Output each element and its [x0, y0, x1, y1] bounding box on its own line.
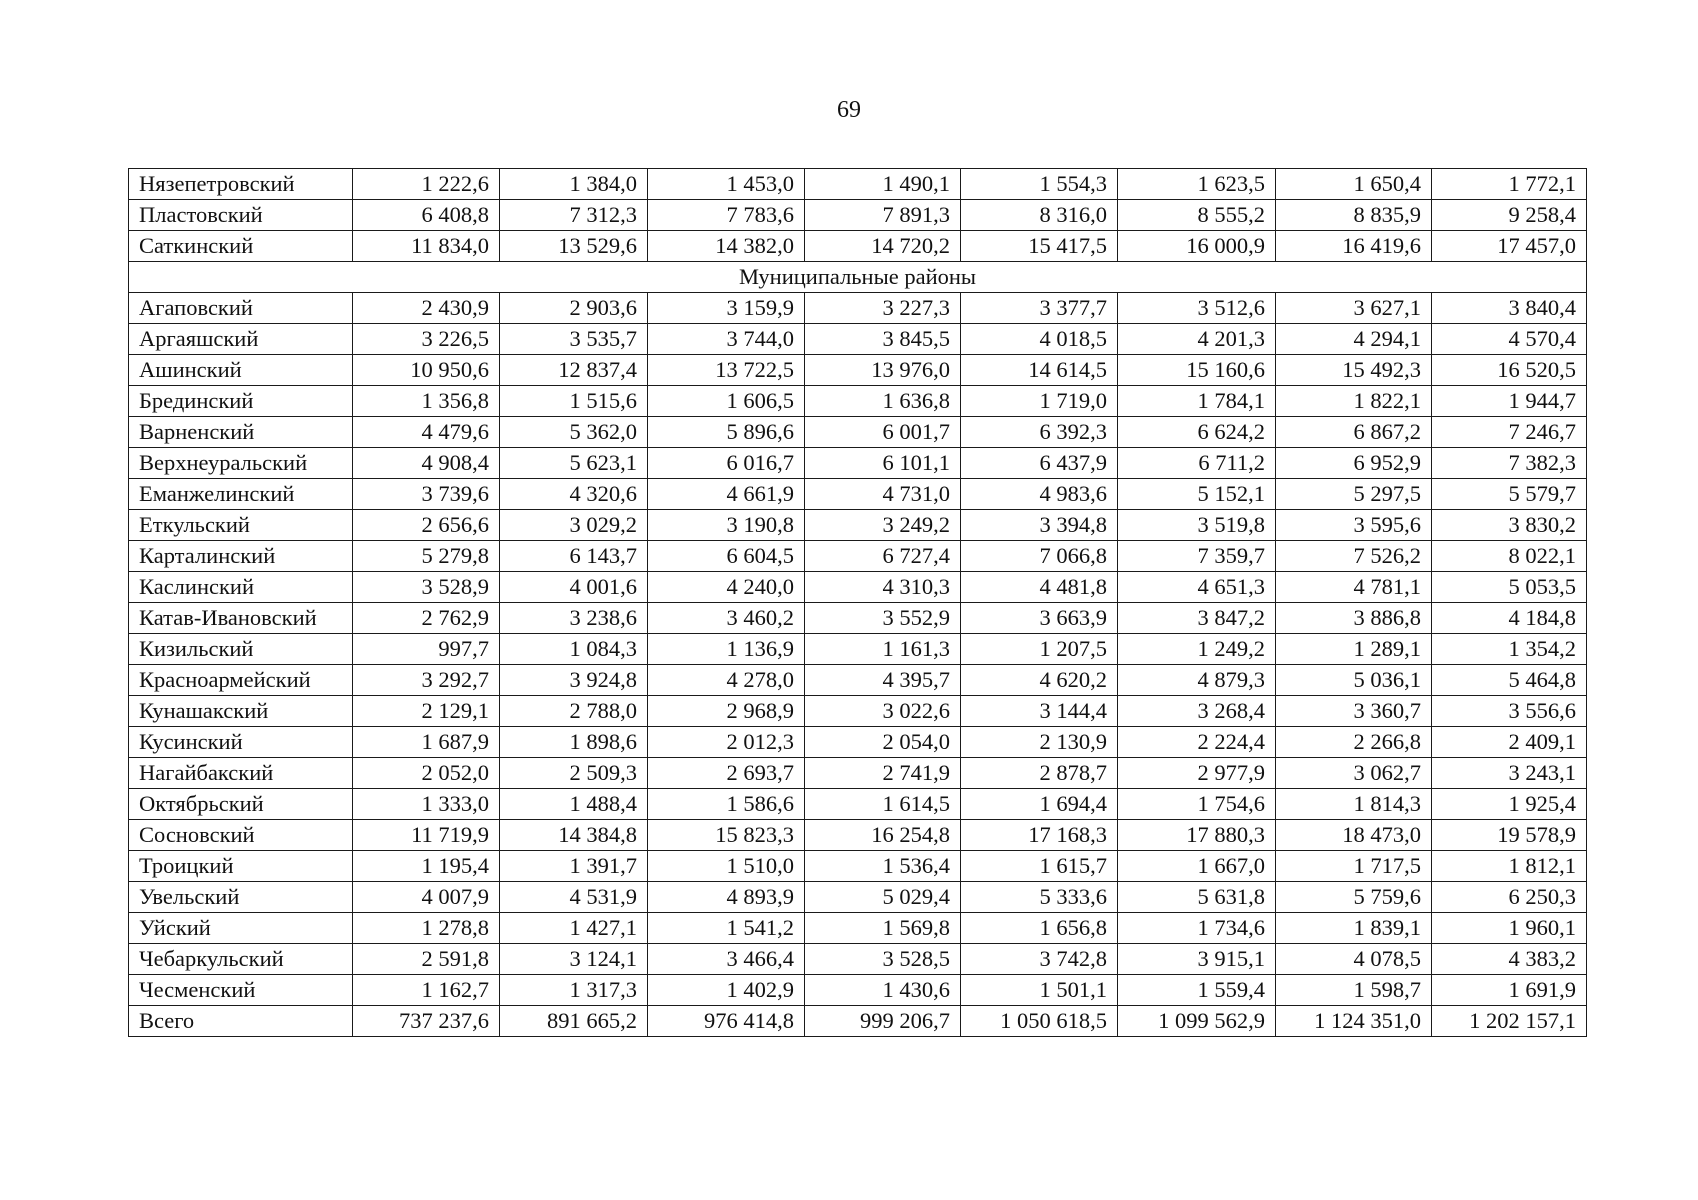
table-row	[129, 665, 1587, 696]
value-cell: 4 893,9	[648, 882, 805, 913]
value-cell: 12 837,4	[500, 355, 648, 386]
value-cell: 3 627,1	[1276, 293, 1432, 324]
value-cell: 3 915,1	[1118, 944, 1276, 975]
district-name-cell: Кусинский	[129, 727, 353, 758]
value-cell: 17 457,0	[1432, 231, 1587, 262]
value-cell: 3 029,2	[500, 510, 648, 541]
value-cell: 6 711,2	[1118, 448, 1276, 479]
value-cell: 4 007,9	[353, 882, 500, 913]
value-cell: 3 595,6	[1276, 510, 1432, 541]
value-cell: 1 554,3	[961, 169, 1118, 200]
value-cell: 17 880,3	[1118, 820, 1276, 851]
district-name-cell: Карталинский	[129, 541, 353, 572]
value-cell: 10 950,6	[353, 355, 500, 386]
value-cell: 3 528,5	[805, 944, 961, 975]
value-cell: 4 731,0	[805, 479, 961, 510]
value-cell: 7 783,6	[648, 200, 805, 231]
value-cell: 4 018,5	[961, 324, 1118, 355]
value-cell: 1 839,1	[1276, 913, 1432, 944]
district-name-cell: Чесменский	[129, 975, 353, 1006]
value-cell: 1 734,6	[1118, 913, 1276, 944]
value-cell: 1 667,0	[1118, 851, 1276, 882]
value-cell: 3 742,8	[961, 944, 1118, 975]
value-cell: 3 144,4	[961, 696, 1118, 727]
table-row	[129, 541, 1587, 572]
value-cell: 6 727,4	[805, 541, 961, 572]
value-cell: 5 036,1	[1276, 665, 1432, 696]
value-cell: 5 152,1	[1118, 479, 1276, 510]
value-cell: 3 847,2	[1118, 603, 1276, 634]
value-cell: 3 528,9	[353, 572, 500, 603]
value-cell: 3 190,8	[648, 510, 805, 541]
value-cell: 3 249,2	[805, 510, 961, 541]
value-cell: 4 651,3	[1118, 572, 1276, 603]
value-cell: 1 717,5	[1276, 851, 1432, 882]
value-cell: 1 099 562,9	[1118, 1006, 1276, 1037]
value-cell: 4 078,5	[1276, 944, 1432, 975]
value-cell: 1 784,1	[1118, 386, 1276, 417]
value-cell: 2 762,9	[353, 603, 500, 634]
table-row	[129, 758, 1587, 789]
table-row	[129, 293, 1587, 324]
value-cell: 2 054,0	[805, 727, 961, 758]
value-cell: 2 693,7	[648, 758, 805, 789]
value-cell: 16 000,9	[1118, 231, 1276, 262]
value-cell: 5 623,1	[500, 448, 648, 479]
value-cell: 6 143,7	[500, 541, 648, 572]
district-name-cell: Нагайбакский	[129, 758, 353, 789]
table-row	[129, 913, 1587, 944]
value-cell: 4 383,2	[1432, 944, 1587, 975]
value-cell: 4 531,9	[500, 882, 648, 913]
value-cell: 1 490,1	[805, 169, 961, 200]
district-name-cell: Саткинский	[129, 231, 353, 262]
value-cell: 1 694,4	[961, 789, 1118, 820]
value-cell: 6 952,9	[1276, 448, 1432, 479]
value-cell: 1 453,0	[648, 169, 805, 200]
table-row	[129, 696, 1587, 727]
value-cell: 1 161,3	[805, 634, 961, 665]
value-cell: 6 016,7	[648, 448, 805, 479]
table-row	[129, 386, 1587, 417]
value-cell: 3 556,6	[1432, 696, 1587, 727]
value-cell: 3 360,7	[1276, 696, 1432, 727]
table-row	[129, 851, 1587, 882]
value-cell: 1 822,1	[1276, 386, 1432, 417]
value-cell: 7 359,7	[1118, 541, 1276, 572]
value-cell: 5 297,5	[1276, 479, 1432, 510]
table-row	[129, 572, 1587, 603]
value-cell: 5 279,8	[353, 541, 500, 572]
district-name-cell: Ашинский	[129, 355, 353, 386]
district-name-cell: Чебаркульский	[129, 944, 353, 975]
value-cell: 976 414,8	[648, 1006, 805, 1037]
value-cell: 3 924,8	[500, 665, 648, 696]
value-cell: 1 289,1	[1276, 634, 1432, 665]
value-cell: 1 623,5	[1118, 169, 1276, 200]
value-cell: 1 559,4	[1118, 975, 1276, 1006]
value-cell: 1 541,2	[648, 913, 805, 944]
table-row	[129, 789, 1587, 820]
value-cell: 16 254,8	[805, 820, 961, 851]
value-cell: 3 519,8	[1118, 510, 1276, 541]
value-cell: 2 266,8	[1276, 727, 1432, 758]
value-cell: 1 427,1	[500, 913, 648, 944]
value-cell: 4 278,0	[648, 665, 805, 696]
value-cell: 1 278,8	[353, 913, 500, 944]
value-cell: 11 719,9	[353, 820, 500, 851]
district-name-cell: Кизильский	[129, 634, 353, 665]
value-cell: 4 983,6	[961, 479, 1118, 510]
data-table	[128, 168, 1587, 1037]
value-cell: 997,7	[353, 634, 500, 665]
value-cell: 13 529,6	[500, 231, 648, 262]
district-name-cell: Кунашакский	[129, 696, 353, 727]
value-cell: 19 578,9	[1432, 820, 1587, 851]
value-cell: 13 722,5	[648, 355, 805, 386]
table-row	[129, 944, 1587, 975]
value-cell: 2 130,9	[961, 727, 1118, 758]
value-cell: 1 124 351,0	[1276, 1006, 1432, 1037]
district-name-cell: Уйский	[129, 913, 353, 944]
value-cell: 3 159,9	[648, 293, 805, 324]
table-row	[129, 324, 1587, 355]
value-cell: 4 879,3	[1118, 665, 1276, 696]
district-name-cell: Варненский	[129, 417, 353, 448]
value-cell: 1 391,7	[500, 851, 648, 882]
value-cell: 1 772,1	[1432, 169, 1587, 200]
value-cell: 3 238,6	[500, 603, 648, 634]
value-cell: 15 417,5	[961, 231, 1118, 262]
value-cell: 1 510,0	[648, 851, 805, 882]
table-row	[129, 231, 1587, 262]
value-cell: 1 944,7	[1432, 386, 1587, 417]
district-name-cell: Сосновский	[129, 820, 353, 851]
value-cell: 3 845,5	[805, 324, 961, 355]
table-row	[129, 479, 1587, 510]
value-cell: 1 656,8	[961, 913, 1118, 944]
value-cell: 1 222,6	[353, 169, 500, 200]
value-cell: 7 891,3	[805, 200, 961, 231]
value-cell: 17 168,3	[961, 820, 1118, 851]
value-cell: 1 569,8	[805, 913, 961, 944]
value-cell: 6 392,3	[961, 417, 1118, 448]
value-cell: 3 552,9	[805, 603, 961, 634]
value-cell: 1 615,7	[961, 851, 1118, 882]
value-cell: 11 834,0	[353, 231, 500, 262]
table-row	[129, 169, 1587, 200]
value-cell: 2 656,6	[353, 510, 500, 541]
value-cell: 1 812,1	[1432, 851, 1587, 882]
value-cell: 13 976,0	[805, 355, 961, 386]
district-name-cell: Красноармейский	[129, 665, 353, 696]
table-row	[129, 200, 1587, 231]
value-cell: 3 535,7	[500, 324, 648, 355]
value-cell: 1 898,6	[500, 727, 648, 758]
value-cell: 1 598,7	[1276, 975, 1432, 1006]
value-cell: 1 354,2	[1432, 634, 1587, 665]
value-cell: 3 268,4	[1118, 696, 1276, 727]
value-cell: 1 687,9	[353, 727, 500, 758]
value-cell: 8 555,2	[1118, 200, 1276, 231]
value-cell: 6 437,9	[961, 448, 1118, 479]
value-cell: 7 246,7	[1432, 417, 1587, 448]
value-cell: 3 886,8	[1276, 603, 1432, 634]
value-cell: 1 317,3	[500, 975, 648, 1006]
value-cell: 1 136,9	[648, 634, 805, 665]
district-name-cell: Октябрьский	[129, 789, 353, 820]
value-cell: 2 224,4	[1118, 727, 1276, 758]
value-cell: 1 430,6	[805, 975, 961, 1006]
table-row	[129, 355, 1587, 386]
table-row	[129, 634, 1587, 665]
value-cell: 1 249,2	[1118, 634, 1276, 665]
value-cell: 2 509,3	[500, 758, 648, 789]
value-cell: 3 663,9	[961, 603, 1118, 634]
value-cell: 4 570,4	[1432, 324, 1587, 355]
value-cell: 8 835,9	[1276, 200, 1432, 231]
value-cell: 5 579,7	[1432, 479, 1587, 510]
value-cell: 2 977,9	[1118, 758, 1276, 789]
district-name-cell: Еманжелинский	[129, 479, 353, 510]
value-cell: 3 460,2	[648, 603, 805, 634]
value-cell: 3 062,7	[1276, 758, 1432, 789]
value-cell: 16 419,6	[1276, 231, 1432, 262]
value-cell: 4 201,3	[1118, 324, 1276, 355]
value-cell: 6 604,5	[648, 541, 805, 572]
value-cell: 3 227,3	[805, 293, 961, 324]
district-name-cell: Троицкий	[129, 851, 353, 882]
value-cell: 3 292,7	[353, 665, 500, 696]
value-cell: 2 968,9	[648, 696, 805, 727]
value-cell: 1 650,4	[1276, 169, 1432, 200]
district-name-cell: Всего	[129, 1006, 353, 1037]
value-cell: 1 333,0	[353, 789, 500, 820]
value-cell: 1 084,3	[500, 634, 648, 665]
value-cell: 14 720,2	[805, 231, 961, 262]
value-cell: 4 661,9	[648, 479, 805, 510]
table-row	[129, 510, 1587, 541]
value-cell: 6 250,3	[1432, 882, 1587, 913]
value-cell: 4 395,7	[805, 665, 961, 696]
value-cell: 5 464,8	[1432, 665, 1587, 696]
value-cell: 1 356,8	[353, 386, 500, 417]
value-cell: 6 408,8	[353, 200, 500, 231]
table-row	[129, 1006, 1587, 1037]
value-cell: 15 492,3	[1276, 355, 1432, 386]
value-cell: 3 377,7	[961, 293, 1118, 324]
value-cell: 4 620,2	[961, 665, 1118, 696]
value-cell: 3 512,6	[1118, 293, 1276, 324]
district-name-cell: Каслинский	[129, 572, 353, 603]
value-cell: 4 294,1	[1276, 324, 1432, 355]
value-cell: 15 823,3	[648, 820, 805, 851]
value-cell: 14 384,8	[500, 820, 648, 851]
value-cell: 999 206,7	[805, 1006, 961, 1037]
district-name-cell: Агаповский	[129, 293, 353, 324]
value-cell: 2 878,7	[961, 758, 1118, 789]
table-row	[129, 448, 1587, 479]
section-header-row	[129, 262, 1587, 293]
value-cell: 16 520,5	[1432, 355, 1587, 386]
value-cell: 2 903,6	[500, 293, 648, 324]
value-cell: 1 960,1	[1432, 913, 1587, 944]
value-cell: 1 050 618,5	[961, 1006, 1118, 1037]
value-cell: 1 814,3	[1276, 789, 1432, 820]
value-cell: 4 240,0	[648, 572, 805, 603]
table-row	[129, 820, 1587, 851]
value-cell: 3 830,2	[1432, 510, 1587, 541]
value-cell: 1 162,7	[353, 975, 500, 1006]
table-row	[129, 727, 1587, 758]
district-name-cell: Катав-Ивановский	[129, 603, 353, 634]
value-cell: 1 614,5	[805, 789, 961, 820]
value-cell: 2 012,3	[648, 727, 805, 758]
value-cell: 1 925,4	[1432, 789, 1587, 820]
value-cell: 2 788,0	[500, 696, 648, 727]
value-cell: 2 052,0	[353, 758, 500, 789]
value-cell: 1 195,4	[353, 851, 500, 882]
value-cell: 3 394,8	[961, 510, 1118, 541]
value-cell: 7 312,3	[500, 200, 648, 231]
value-cell: 7 066,8	[961, 541, 1118, 572]
value-cell: 8 022,1	[1432, 541, 1587, 572]
district-name-cell: Увельский	[129, 882, 353, 913]
value-cell: 1 384,0	[500, 169, 648, 200]
value-cell: 7 526,2	[1276, 541, 1432, 572]
table-row	[129, 975, 1587, 1006]
value-cell: 4 310,3	[805, 572, 961, 603]
value-cell: 737 237,6	[353, 1006, 500, 1037]
value-cell: 1 207,5	[961, 634, 1118, 665]
value-cell: 4 479,6	[353, 417, 500, 448]
value-cell: 2 409,1	[1432, 727, 1587, 758]
value-cell: 5 333,6	[961, 882, 1118, 913]
value-cell: 3 226,5	[353, 324, 500, 355]
value-cell: 7 382,3	[1432, 448, 1587, 479]
value-cell: 3 124,1	[500, 944, 648, 975]
district-name-cell: Аргаяшский	[129, 324, 353, 355]
value-cell: 3 243,1	[1432, 758, 1587, 789]
value-cell: 6 001,7	[805, 417, 961, 448]
value-cell: 1 754,6	[1118, 789, 1276, 820]
value-cell: 9 258,4	[1432, 200, 1587, 231]
value-cell: 3 739,6	[353, 479, 500, 510]
value-cell: 1 691,9	[1432, 975, 1587, 1006]
value-cell: 2 129,1	[353, 696, 500, 727]
value-cell: 891 665,2	[500, 1006, 648, 1037]
value-cell: 5 896,6	[648, 417, 805, 448]
district-name-cell: Пластовский	[129, 200, 353, 231]
table-body	[129, 169, 1587, 1037]
value-cell: 5 362,0	[500, 417, 648, 448]
value-cell: 6 101,1	[805, 448, 961, 479]
district-name-cell: Еткульский	[129, 510, 353, 541]
value-cell: 4 184,8	[1432, 603, 1587, 634]
value-cell: 6 867,2	[1276, 417, 1432, 448]
value-cell: 4 320,6	[500, 479, 648, 510]
value-cell: 3 466,4	[648, 944, 805, 975]
value-cell: 1 515,6	[500, 386, 648, 417]
value-cell: 14 614,5	[961, 355, 1118, 386]
value-cell: 1 202 157,1	[1432, 1006, 1587, 1037]
table-row	[129, 417, 1587, 448]
value-cell: 3 022,6	[805, 696, 961, 727]
value-cell: 3 840,4	[1432, 293, 1587, 324]
section-header: Муниципальные районы	[129, 262, 1587, 293]
value-cell: 4 908,4	[353, 448, 500, 479]
value-cell: 2 741,9	[805, 758, 961, 789]
value-cell: 1 488,4	[500, 789, 648, 820]
value-cell: 5 631,8	[1118, 882, 1276, 913]
table-row	[129, 882, 1587, 913]
value-cell: 3 744,0	[648, 324, 805, 355]
district-name-cell: Брединский	[129, 386, 353, 417]
value-cell: 2 430,9	[353, 293, 500, 324]
page-number: 69	[837, 97, 861, 123]
value-cell: 18 473,0	[1276, 820, 1432, 851]
value-cell: 8 316,0	[961, 200, 1118, 231]
value-cell: 1 501,1	[961, 975, 1118, 1006]
value-cell: 4 001,6	[500, 572, 648, 603]
value-cell: 1 719,0	[961, 386, 1118, 417]
value-cell: 4 781,1	[1276, 572, 1432, 603]
value-cell: 1 586,6	[648, 789, 805, 820]
value-cell: 14 382,0	[648, 231, 805, 262]
value-cell: 1 606,5	[648, 386, 805, 417]
district-name-cell: Верхнеуральский	[129, 448, 353, 479]
value-cell: 5 053,5	[1432, 572, 1587, 603]
value-cell: 4 481,8	[961, 572, 1118, 603]
value-cell: 1 402,9	[648, 975, 805, 1006]
value-cell: 5 029,4	[805, 882, 961, 913]
value-cell: 6 624,2	[1118, 417, 1276, 448]
table-row	[129, 603, 1587, 634]
value-cell: 1 536,4	[805, 851, 961, 882]
value-cell: 2 591,8	[353, 944, 500, 975]
value-cell: 5 759,6	[1276, 882, 1432, 913]
value-cell: 1 636,8	[805, 386, 961, 417]
district-name-cell: Нязепетровский	[129, 169, 353, 200]
value-cell: 15 160,6	[1118, 355, 1276, 386]
